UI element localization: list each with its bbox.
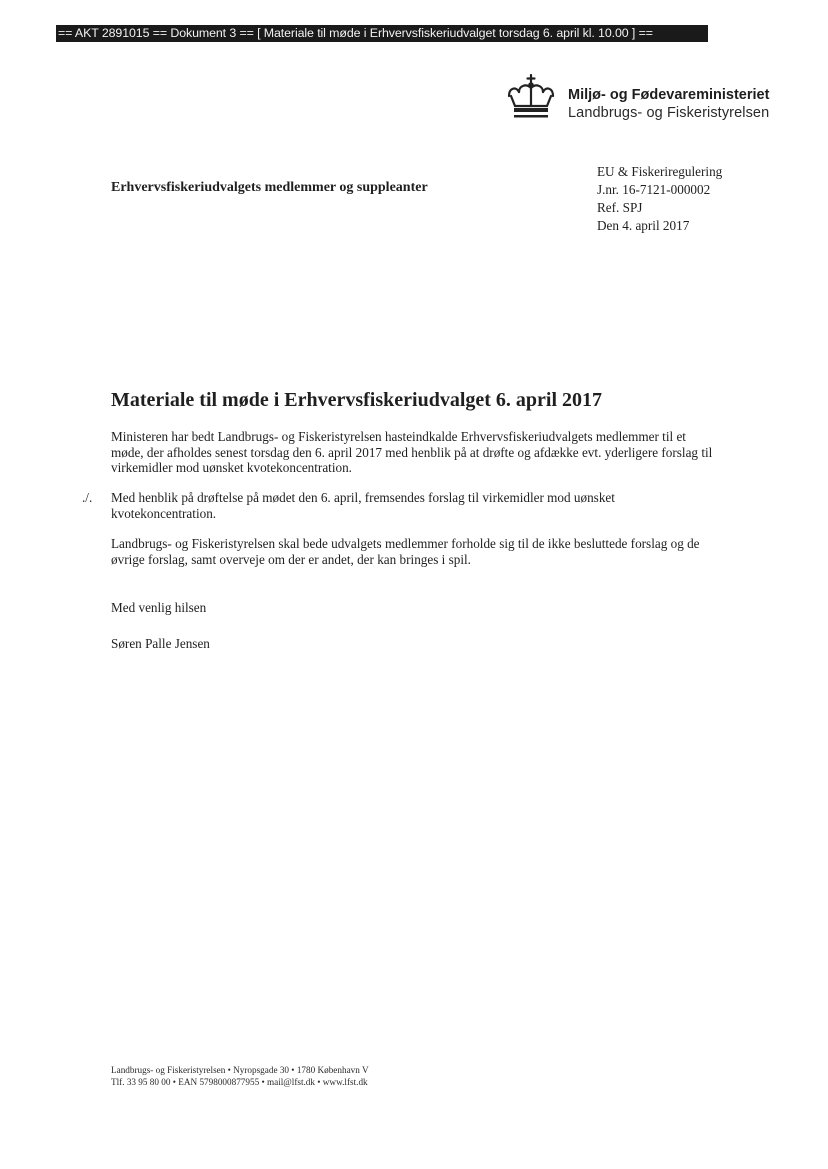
closing-greeting: Med venlig hilsen bbox=[111, 600, 207, 615]
body-paragraph-1: Ministeren har bedt Landbrugs- og Fiskeristyrelsen hasteindkalde Erhvervsfiskeriudvalgets medlemmer til et møde, der afholdes senest torsdag den 6. april 2017 med henblik på at drøfte og afdække evt. yderligere forslag til virkemidler mod uønsket kvotekoncentration. bbox=[111, 429, 713, 475]
meta-journal-number: J.nr. 16-7121-000002 bbox=[597, 182, 711, 197]
meta-date: Den 4. april 2017 bbox=[597, 218, 690, 233]
ministry-name: Miljø- og Fødevareministeriet bbox=[568, 87, 770, 103]
footer bbox=[111, 1064, 369, 1088]
signer-name: Søren Palle Jensen bbox=[111, 636, 210, 651]
crown-icon bbox=[506, 74, 556, 122]
agency-name: Landbrugs- og Fiskeristyrelsen bbox=[568, 105, 770, 121]
document-meta bbox=[597, 163, 722, 235]
body-paragraph-2: Med henblik på drøftelse på mødet den 6. april, fremsendes forslag til virkemidler mod uønsket kvotekoncentration. bbox=[111, 490, 615, 521]
footer-address: Landbrugs- og Fiskeristyrelsen • Nyropsgade 30 • 1780 København V bbox=[111, 1065, 369, 1075]
recipient: Erhvervsfiskeriudvalgets medlemmer og suppleanter bbox=[111, 180, 428, 195]
meta-reference: Ref. SPJ bbox=[597, 200, 643, 215]
footer-contact: Tlf. 33 95 80 00 • EAN 5798000877955 • mail@lfst.dk • www.lfst.dk bbox=[111, 1077, 368, 1087]
meta-office: EU & Fiskeriregulering bbox=[597, 164, 723, 179]
page-title: Materiale til møde i Erhvervsfiskeriudvalget 6. april 2017 bbox=[111, 389, 603, 411]
document-header-bar: == AKT 2891015 == Dokument 3 == [ Materiale til møde i Erhvervsfiskeriudvalget torsdag 6. april kl. 10.00 ] == bbox=[56, 25, 708, 42]
ministry-logo bbox=[506, 74, 806, 126]
body-paragraph-3: Landbrugs- og Fiskeristyrelsen skal bede udvalgets medlemmer forholde sig til de ikke besluttede forslag og de øvrige forslag, samt overveje om der er andet, der kan bringes i spil. bbox=[111, 536, 700, 567]
enclosure-marker: ./. bbox=[82, 490, 93, 505]
